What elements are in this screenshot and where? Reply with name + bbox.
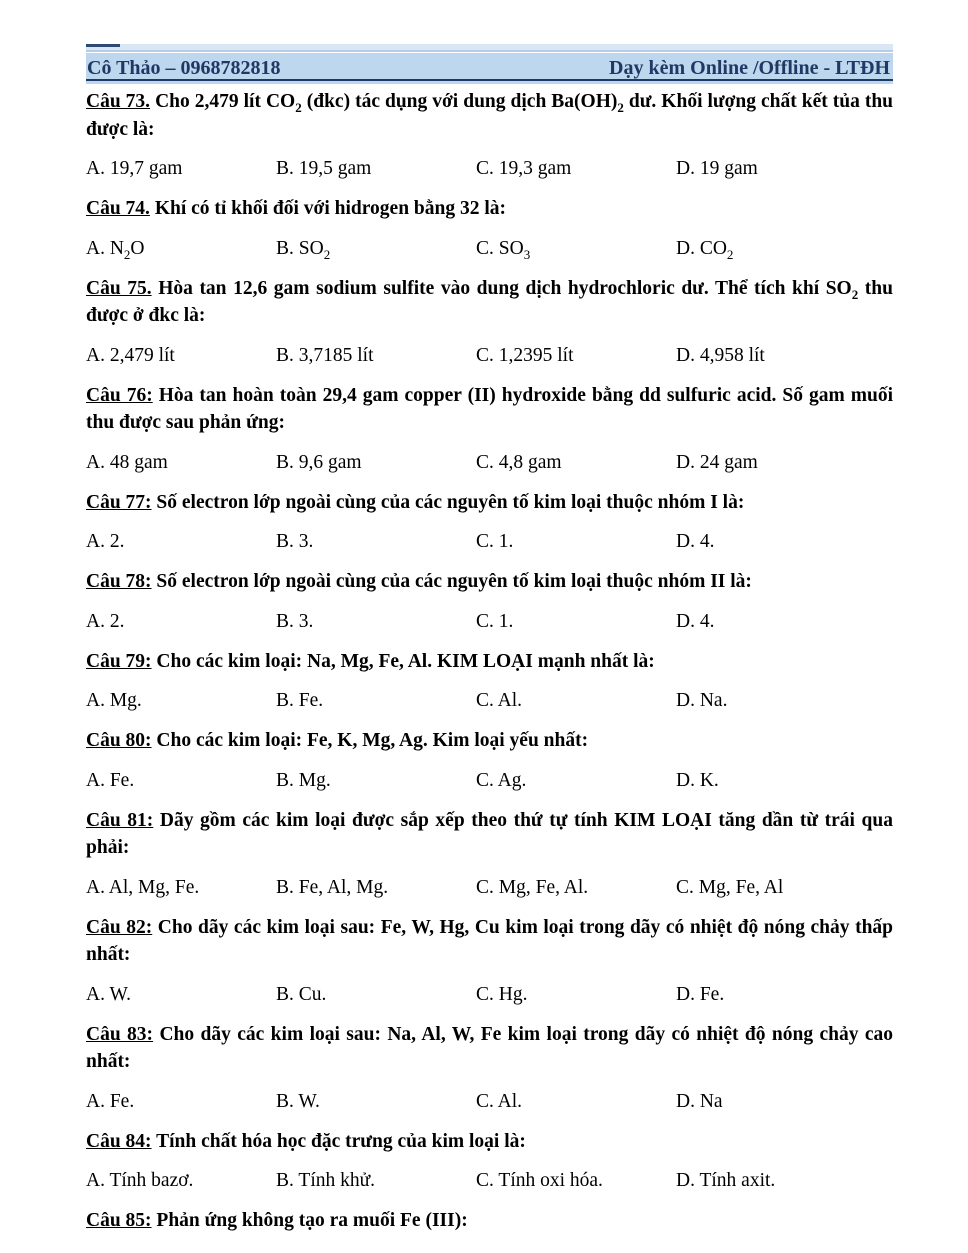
- answer-option-d: D. 19 gam: [676, 158, 758, 179]
- question-label: Câu 79:: [86, 650, 152, 672]
- answer-option-d: D. 4.: [676, 531, 715, 552]
- answer-option-a: A. 2.: [86, 610, 125, 632]
- question-body: Cho các kim loại: Fe, K, Mg, Ag. Kim loại yếu nhất:: [156, 730, 589, 751]
- answer-option-c: C. Ag.: [476, 769, 527, 791]
- question-text: [86, 568, 893, 596]
- answer-option-a: A. 19,7 gam: [86, 158, 183, 179]
- question-84: [86, 1128, 893, 1195]
- question-text: [86, 382, 893, 437]
- question-body: Phản ứng không tạo ra muối Fe (III):: [156, 1210, 468, 1231]
- question-text: [86, 727, 893, 755]
- answer-option-c: C. Al.: [476, 1090, 523, 1112]
- answer-option-a: A. Al, Mg, Fe.: [86, 876, 200, 898]
- answer-option-c: C. 4,8 gam: [476, 451, 562, 473]
- answer-option-d: D. K.: [676, 769, 719, 791]
- answer-option-c: C. Mg, Fe, Al.: [476, 876, 589, 898]
- answer-option-b: B. 9,6 gam: [276, 451, 362, 473]
- answer-row: [86, 875, 893, 901]
- question-80: [86, 727, 893, 794]
- answer-row: [86, 982, 893, 1008]
- question-body: Cho dãy các kim loại sau: Fe, W, Hg, Cu kim loại trong dãy có nhiệt độ nóng chảy thấp nhất:: [86, 916, 894, 965]
- answer-option-d: D. 4,958 lít: [676, 344, 765, 366]
- question-body: Hòa tan hoàn toàn 29,4 gam copper (II) hydroxide bằng dd sulfuric acid. Số gam muối thu được sau phản ứng:: [86, 384, 894, 433]
- question-77: [86, 489, 893, 556]
- answer-row: [86, 1168, 893, 1194]
- question-label: Câu 75.: [86, 277, 152, 299]
- answer-option-a: A. Fe.: [86, 769, 135, 791]
- answer-option-d: D. Tính axit.: [676, 1170, 776, 1191]
- question-85: [86, 1207, 893, 1235]
- answer-row: [86, 1089, 893, 1115]
- answer-option-c: C. Al.: [476, 690, 523, 711]
- question-text: [86, 1207, 893, 1235]
- question-label: Câu 85:: [86, 1210, 152, 1231]
- answer-option-c: C. Tính oxi hóa.: [476, 1170, 603, 1191]
- question-body: Cho dãy các kim loại sau: Na, Al, W, Fe kim loại trong dãy có nhiệt độ nóng chảy cao nhất:: [86, 1023, 894, 1072]
- answer-option-b: B. Fe, Al, Mg.: [276, 876, 389, 898]
- question-label: Câu 83:: [86, 1023, 154, 1045]
- answer-option-a: A. Tính bazơ.: [86, 1170, 194, 1191]
- question-body: Dãy gồm các kim loại được sắp xếp theo thứ tự tính KIM LOẠI tăng dần từ trái qua phải:: [86, 809, 893, 858]
- question-text: [86, 1128, 893, 1156]
- answer-row: [86, 343, 893, 369]
- question-body: Hòa tan 12,6 gam sodium sulfite vào dung dịch hydrochloric dư. Thể tích khí $SO_2$ thu được ở đkc là:: [86, 277, 893, 326]
- question-body: Tính chất hóa học đặc trưng của kim loại là:: [156, 1130, 526, 1152]
- answer-option-c: C. $SO_3$: [476, 237, 531, 262]
- question-body: Cho 2,479 lít $CO_2$ (đkc) tác dụng với dung dịch $Ba(OH)_2$ dư. Khối lượng chất kết tủa thu được là:: [86, 91, 894, 140]
- question-label: Câu 77:: [86, 491, 152, 513]
- answer-option-d: D. Fe.: [676, 983, 725, 1005]
- answer-option-a: A. 48 gam: [86, 451, 168, 473]
- question-body: Số electron lớp ngoài cùng của các nguyên tố kim loại thuộc nhóm II là:: [156, 571, 752, 592]
- answer-option-b: B. 3,7185 lít: [276, 344, 374, 366]
- question-label: Câu 80:: [86, 730, 152, 751]
- answer-option-b: B. $SO_2$: [276, 237, 331, 262]
- question-label: Câu 76:: [86, 384, 153, 406]
- question-label: Câu 74.: [86, 198, 150, 219]
- question-74: [86, 195, 893, 262]
- question-81: [86, 807, 893, 901]
- answer-option-d: D. 24 gam: [676, 451, 758, 473]
- answer-option-a: A. Mg.: [86, 690, 142, 711]
- answer-option-d: D. 4.: [676, 610, 715, 632]
- answer-option-a: A. $N_2O$: [86, 237, 145, 262]
- question-82: [86, 914, 893, 1008]
- question-text: [86, 275, 893, 330]
- answer-option-d: D. Na: [676, 1090, 723, 1112]
- answer-option-a: A. W.: [86, 983, 131, 1005]
- answer-option-c: C. 1.: [476, 610, 514, 632]
- answer-option-b: B. Tính khử.: [276, 1170, 376, 1191]
- question-79: [86, 648, 893, 715]
- question-body: Cho các kim loại: Na, Mg, Fe, Al. KIM LOẠI mạnh nhất là:: [156, 650, 655, 672]
- answer-option-d: C. Mg, Fe, Al: [676, 876, 784, 898]
- answer-option-b: B. Mg.: [276, 769, 331, 791]
- answer-option-b: B. Fe.: [276, 690, 324, 711]
- question-text: [86, 88, 893, 143]
- question-label: Câu 78:: [86, 571, 152, 592]
- question-label: Câu 81:: [86, 809, 154, 831]
- question-73: [86, 88, 893, 182]
- question-label: Câu 73.: [86, 91, 151, 112]
- answer-option-c: C. 19,3 gam: [476, 158, 572, 179]
- answer-row: [86, 688, 893, 714]
- question-text: [86, 489, 893, 517]
- question-83: [86, 1021, 893, 1115]
- answer-row: [86, 156, 893, 182]
- question-label: Câu 84:: [86, 1130, 152, 1152]
- question-text: [86, 648, 893, 676]
- answer-option-b: B. W.: [276, 1090, 320, 1112]
- question-body: Số electron lớp ngoài cùng của các nguyên tố kim loại thuộc nhóm I là:: [156, 491, 745, 513]
- answer-row: [86, 609, 893, 635]
- answer-option-b: B. 3.: [276, 610, 314, 632]
- answer-option-d: D. Na.: [676, 690, 728, 711]
- answer-option-c: C. 1,2395 lít: [476, 344, 574, 366]
- answer-option-a: A. Fe.: [86, 1090, 135, 1112]
- answer-option-c: C. Hg.: [476, 983, 528, 1005]
- answer-option-b: B. 19,5 gam: [276, 158, 372, 179]
- answer-option-d: D. $CO_2$: [676, 237, 734, 262]
- header-teacher-contact: Cô Thảo – 0968782818: [87, 57, 281, 79]
- answer-option-a: A. 2.: [86, 531, 125, 552]
- document-header: [86, 53, 893, 84]
- question-75: [86, 275, 893, 369]
- question-text: [86, 914, 893, 969]
- answer-row: [86, 450, 893, 476]
- answer-option-a: A. 2,479 lít: [86, 344, 175, 366]
- answer-option-c: C. 1.: [476, 531, 514, 552]
- answer-row: [86, 768, 893, 794]
- question-76: [86, 382, 893, 476]
- question-78: [86, 568, 893, 635]
- answer-row: [86, 236, 893, 262]
- header-highlight-strip: [86, 44, 893, 52]
- answer-option-b: B. 3.: [276, 531, 314, 552]
- header-class-info: Dạy kèm Online /Offline - LTĐH: [609, 57, 890, 79]
- question-body: Khí có tỉ khối đối với hidrogen bằng 32 là:: [154, 198, 507, 219]
- question-text: [86, 807, 893, 862]
- question-label: Câu 82:: [86, 916, 153, 938]
- question-text: [86, 1021, 893, 1076]
- answer-row: [86, 529, 893, 555]
- question-text: [86, 195, 893, 223]
- answer-option-b: B. Cu.: [276, 983, 327, 1005]
